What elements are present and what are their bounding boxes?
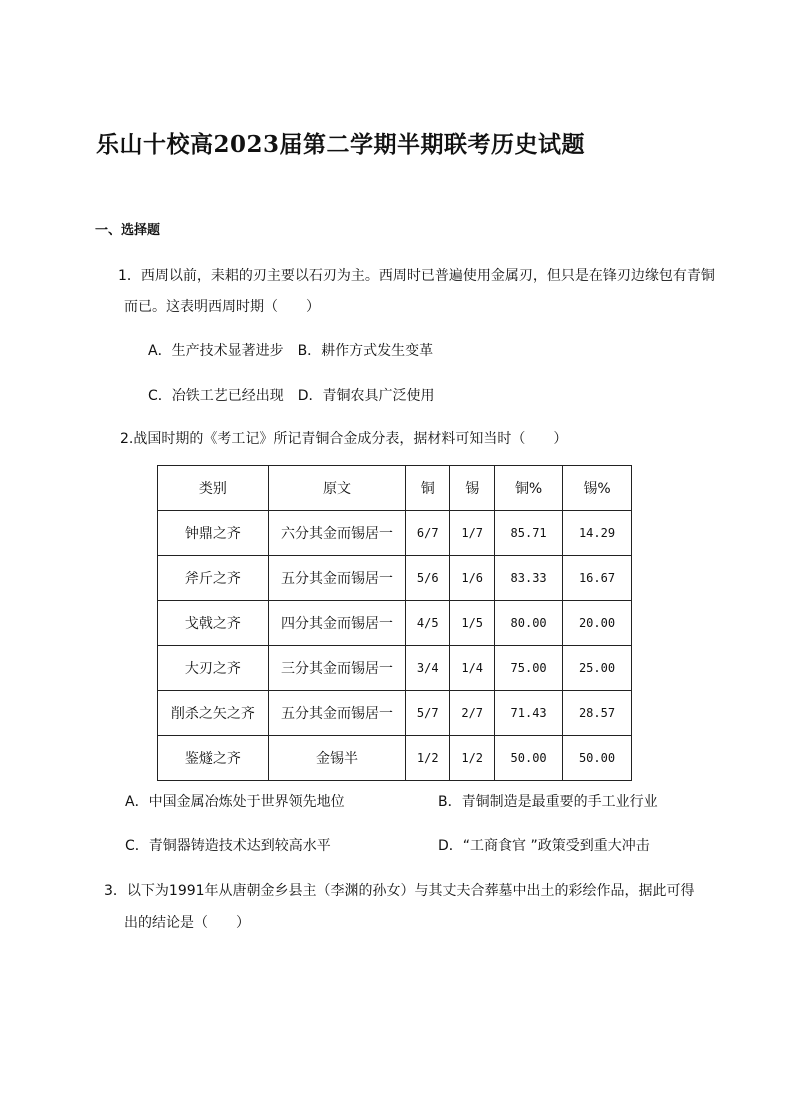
table-row	[158, 736, 632, 781]
cell-tin-percent: 28.57	[563, 691, 632, 736]
page-title: 乐山十校高2023届第二学期半期联考历史试题	[96, 131, 586, 158]
table-row	[158, 646, 632, 691]
section-heading: 一、选择题	[95, 223, 161, 238]
cell-copper: 1/2	[406, 736, 450, 781]
cell-tin: 2/7	[450, 691, 495, 736]
question-2-option-d: D．“工商食官 ”政策受到重大冲击	[438, 838, 650, 854]
header-tin: 锡	[450, 466, 495, 511]
cell-tin-percent: 14.29	[563, 511, 632, 556]
cell-copper: 6/7	[406, 511, 450, 556]
cell-category: 大刃之齐	[158, 646, 269, 691]
cell-copper-percent: 75.00	[495, 646, 563, 691]
question-3-line-1: 3．以下为1991年从唐朝金乡县主（李渊的孙女）与其丈夫合葬墓中出土的彩绘作品，据此可得	[104, 883, 695, 899]
table-row	[158, 556, 632, 601]
question-1-line-2: 而已。这表明西周时期（ ）	[124, 299, 320, 315]
header-copper: 铜	[406, 466, 450, 511]
header-copper-percent: 铜%	[495, 466, 563, 511]
cell-original-text: 四分其金而锡居一	[268, 601, 406, 646]
cell-tin-percent: 25.00	[563, 646, 632, 691]
cell-copper-percent: 80.00	[495, 601, 563, 646]
cell-copper: 5/7	[406, 691, 450, 736]
question-2-option-c: C．青铜器铸造技术达到较高水平	[125, 838, 331, 854]
cell-original-text: 六分其金而锡居一	[268, 511, 406, 556]
cell-tin-percent: 50.00	[563, 736, 632, 781]
cell-copper-percent: 85.71	[495, 511, 563, 556]
cell-copper-percent: 83.33	[495, 556, 563, 601]
table-row	[158, 691, 632, 736]
cell-tin-percent: 20.00	[563, 601, 632, 646]
cell-original-text: 金锡半	[268, 736, 406, 781]
cell-category: 削杀之矢之齐	[158, 691, 269, 736]
cell-tin: 1/5	[450, 601, 495, 646]
table-header-row	[158, 466, 632, 511]
cell-category: 斧斤之齐	[158, 556, 269, 601]
question-1-line-1: 1．西周以前，耒耜的刃主要以石刃为主。西周时已普遍使用金属刃，但只是在锋刃边缘包有青铜	[118, 268, 715, 284]
table-row	[158, 511, 632, 556]
cell-copper: 3/4	[406, 646, 450, 691]
cell-original-text: 五分其金而锡居一	[268, 691, 406, 736]
cell-category: 戈戟之齐	[158, 601, 269, 646]
header-category: 类别	[158, 466, 269, 511]
cell-category: 鉴燧之齐	[158, 736, 269, 781]
cell-copper: 4/5	[406, 601, 450, 646]
header-original-text: 原文	[268, 466, 406, 511]
question-2-stem: 2.战国时期的《考工记》所记青铜合金成分表，据材料可知当时（ ）	[120, 431, 568, 447]
cell-category: 钟鼎之齐	[158, 511, 269, 556]
question-1-options-ab: A．生产技术显著进步 B．耕作方式发生变革	[148, 343, 434, 359]
cell-tin: 1/6	[450, 556, 495, 601]
alloy-composition-table	[157, 465, 632, 781]
cell-copper-percent: 71.43	[495, 691, 563, 736]
cell-tin: 1/4	[450, 646, 495, 691]
cell-tin: 1/2	[450, 736, 495, 781]
question-2-option-a: A．中国金属冶炼处于世界领先地位	[125, 794, 345, 810]
cell-copper: 5/6	[406, 556, 450, 601]
question-2-option-b: B．青铜制造是最重要的手工业行业	[438, 794, 658, 810]
header-tin-percent: 锡%	[563, 466, 632, 511]
cell-original-text: 三分其金而锡居一	[268, 646, 406, 691]
table-row	[158, 601, 632, 646]
cell-tin-percent: 16.67	[563, 556, 632, 601]
cell-original-text: 五分其金而锡居一	[268, 556, 406, 601]
cell-copper-percent: 50.00	[495, 736, 563, 781]
question-3-line-2: 出的结论是（ ）	[124, 915, 250, 931]
cell-tin: 1/7	[450, 511, 495, 556]
question-1-options-cd: C．冶铁工艺已经出现 D．青铜农具广泛使用	[148, 388, 435, 404]
